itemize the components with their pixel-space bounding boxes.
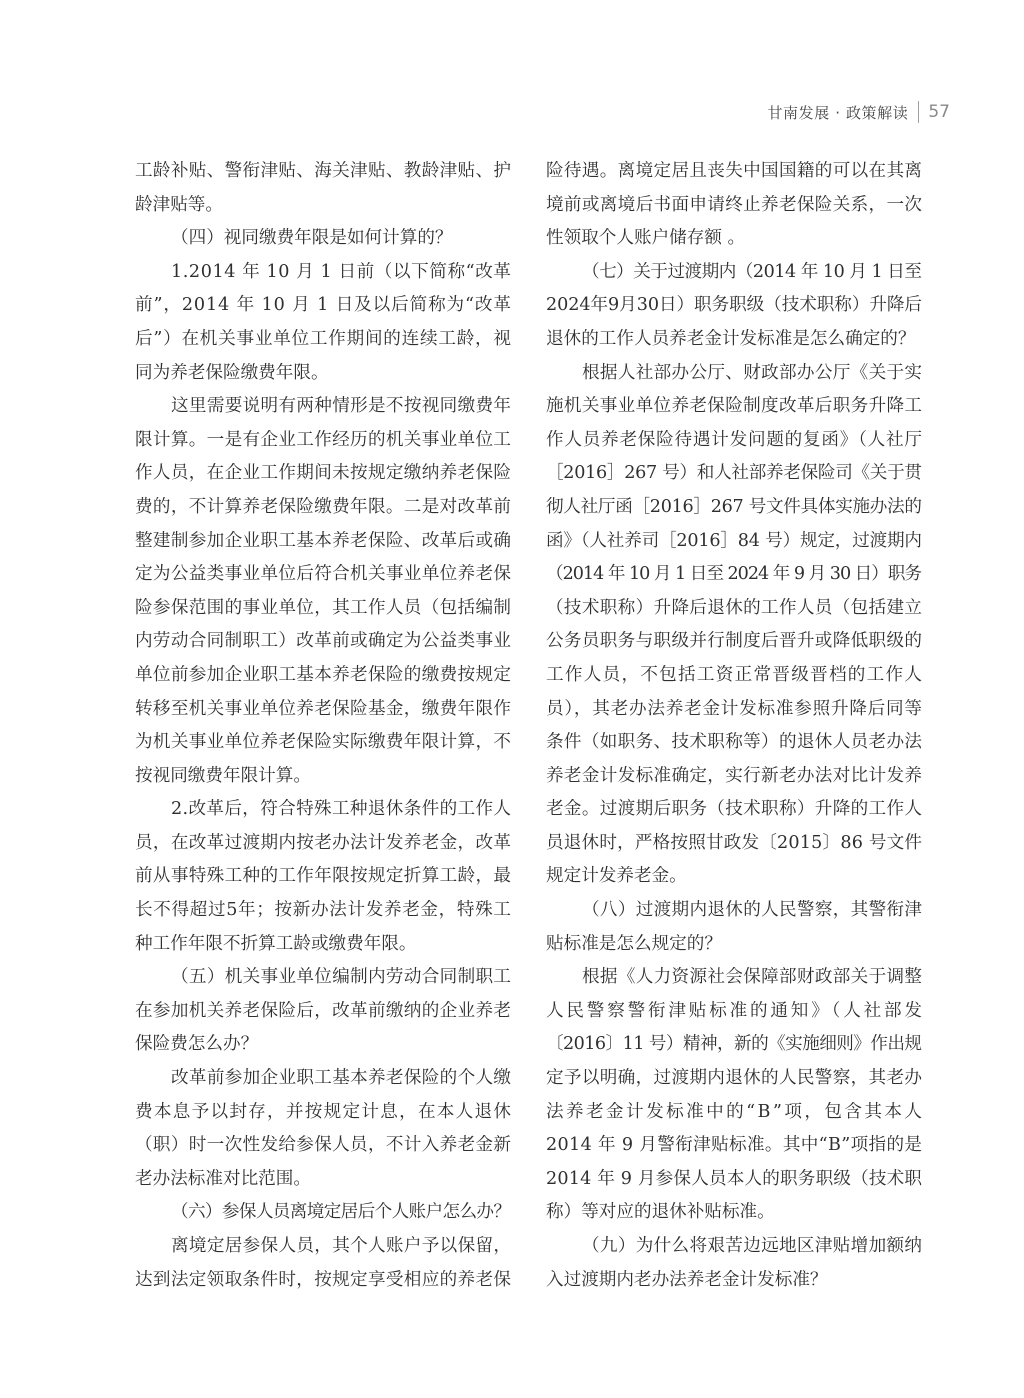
line-text: 工作人员，不包括工资正常晋级晋档的工作人 [546,664,924,685]
body-paragraph [546,357,922,895]
text-line [546,256,922,290]
line-text: （六）参保人员离境定居后个人账户怎么办？ [171,1202,511,1223]
line-text: 限计算。一是有企业工作经历的机关事业单位工 [135,429,512,450]
line-text: 定为公益类事业单位后符合机关事业单位养老保 [135,564,512,585]
text-line [135,928,511,962]
line-text: （七）关于过渡期内（2014 年 10 月 1 日至 [582,261,922,282]
line-text: 入过渡期内老办法养老金计发标准？ [546,1269,828,1290]
text-line [546,928,922,962]
line-text: 为机关事业单位养老保险实际缴费年限计算，不 [135,732,512,753]
text-line [546,491,922,525]
line-text: 根据人社部办公厅、财政部办公厅《关于实 [582,362,923,383]
section-title: 甘南发展 · 政策解读 [767,103,909,122]
line-text: 保险费怎么办？ [135,1034,259,1055]
line-text: 内劳动合同制职工）改革前或确定为公益类事业 [135,631,512,652]
text-line [135,155,511,189]
text-line [546,1096,925,1130]
section-question [135,222,511,256]
text-line [546,525,922,559]
text-line [135,1096,511,1130]
section-question [135,961,511,1062]
line-text: 退休的工作人员养老金计发标准是怎么确定的？ [546,328,916,349]
section-question [135,1196,511,1230]
left-column [135,155,511,1297]
line-text: ［2016］267 号）和人社部养老保险司《关于贯 [546,463,922,484]
text-line [546,390,922,424]
line-text: 条件（如职务、技术职称等）的退休人员老办法 [546,732,923,753]
line-text: 贴标准是怎么规定的？ [546,933,722,954]
line-text: 同为养老保险缴费年限。 [135,362,329,383]
line-text: 公务员职务与职级并行制度后晋升或降低职级的 [546,631,923,652]
text-line [546,222,922,256]
line-text: 前从事特殊工种的工作年限按规定折算工龄，最 [135,866,512,887]
line-text: （九）为什么将艰苦边远地区津贴增加额纳 [582,1236,923,1256]
header-divider [918,101,919,123]
line-text: 作人员养老保险待遇计发问题的复函》（人社厅 [546,429,923,450]
text-line [546,1129,922,1163]
page-number: 57 [928,102,950,122]
line-text: 根据《人力资源社会保障部财政部关于调整 [582,967,923,988]
line-text: 定予以明确，过渡期内退休的人民警察，其老办 [546,1068,923,1089]
line-text: 转移至机关事业单位养老保险基金，缴费年限作 [135,698,512,719]
line-text: 龄津贴等。 [135,194,223,215]
text-line [135,1264,511,1298]
line-text: 离境定居参保人员，其个人账户予以保留， [171,1236,512,1256]
line-text: 2014 年 9 月参保人员本人的职务职级（技术职 [546,1168,923,1189]
text-line [546,894,922,928]
body-paragraph [135,1062,511,1196]
running-header [767,100,950,124]
text-line [546,1028,922,1062]
text-line [546,760,922,794]
line-text: 老金。过渡期后职务（技术职称）升降的工作人 [546,799,923,820]
text-line [546,189,922,223]
continued-paragraph [546,155,922,256]
right-column [546,155,925,1297]
text-line [546,1264,922,1298]
text-line [135,256,511,290]
text-line [135,357,511,391]
text-line [546,323,922,357]
text-line [135,625,511,659]
text-line [135,894,511,928]
body-paragraph [135,390,511,793]
text-line [546,995,925,1029]
line-text: 费本息予以封存，并按规定计息，在本人退休 [135,1101,513,1122]
text-line [135,1028,511,1062]
section-question [546,1230,922,1297]
line-text: 法养老金计发标准中的“B”项，包含其本人 [546,1101,925,1122]
text-line [135,558,511,592]
line-text: 养老金计发标准确定，实行新老办法对比计发养 [546,765,923,786]
line-text: 长不得超过5年；按新办法计发养老金，特殊工 [135,900,512,921]
body-paragraph [135,1230,511,1297]
text-line [135,289,511,323]
text-line [546,558,922,592]
text-line [135,726,511,760]
line-text: 〔2016〕11 号）精神，新的《实施细则》作出规 [546,1034,922,1055]
text-line [135,1196,511,1230]
text-line [135,1062,511,1096]
line-text: 2.改革后，符合特殊工种退休条件的工作人 [171,799,512,820]
line-text: 称）等对应的退休补贴标准。 [546,1202,775,1223]
text-line [135,659,511,693]
section-question [546,256,922,357]
line-text: 达到法定领取条件时，按规定享受相应的养老保 [135,1269,512,1290]
text-line [135,693,511,727]
text-line [135,390,511,424]
text-line [135,424,511,458]
text-line [546,726,922,760]
text-line [546,457,922,491]
text-line [135,760,511,794]
text-line [546,961,922,995]
text-line [135,1230,511,1264]
text-line [135,323,511,357]
text-line [546,289,922,323]
text-line [546,357,922,391]
line-text: 前”，2014 年 10 月 1 日及以后简称为“改革 [135,295,512,316]
text-line [135,592,511,626]
text-line [135,793,511,827]
line-text: 规定计发养老金。 [546,866,687,887]
line-text: 员退休时，严格按照甘政发〔2015〕86 号文件 [546,832,923,853]
continued-paragraph [135,155,511,222]
line-text: 在参加机关养老保险后，改革前缴纳的企业养老 [135,1000,512,1021]
text-line [546,625,922,659]
text-line [546,659,922,693]
line-text: （2014 年 10 月 1 日至 2024 年 9 月 30 日）职务 [546,564,921,585]
line-text: 性领取个人账户储存额 。 [546,228,746,249]
line-text: 人民警察警衔津贴标准的通知》（人社部发 [546,1000,925,1021]
line-text: 境前或离境后书面申请终止养老保险关系，一次 [546,194,923,215]
line-text: 险参保范围的事业单位，其工作人员（包括编制 [135,597,512,618]
line-text: （五）机关事业单位编制内劳动合同制职工 [171,967,512,988]
line-text: 函》（人社养司［2016］84 号）规定，过渡期内 [546,530,922,551]
text-line [135,961,511,995]
line-text: （八）过渡期内退休的人民警察，其警衔津 [582,900,923,921]
line-text: 2014 年 9 月警衔津贴标准。其中“B”项指的是 [546,1135,923,1156]
text-line [135,860,511,894]
line-text: 险待遇。离境定居且丧失中国国籍的可以在其离 [546,161,923,181]
line-text: 彻人社厅函［2016］267 号文件具体实施办法的 [546,496,922,517]
line-text: 2024年9月30日）职务职级（技术职称）升降后 [546,295,922,316]
line-text: 工龄补贴、警衔津贴、海关津贴、教龄津贴、护 [135,161,512,181]
text-line [135,222,511,256]
text-line [546,424,922,458]
line-text: 施机关事业单位养老保险制度改革后职务升降工 [546,396,923,417]
text-line [135,1163,511,1197]
body-paragraph [135,256,511,390]
line-text: 种工作年限不折算工龄或缴费年限。 [135,933,417,954]
line-text: 员），其老办法养老金计发标准参照升降后同等 [546,698,923,719]
text-line [135,1129,511,1163]
line-text: 老办法标准对比范围。 [135,1168,311,1189]
text-line [135,995,511,1029]
line-text: 单位前参加企业职工基本养老保险的缴费按规定 [135,664,512,685]
text-line [135,189,511,223]
line-text: 这里需要说明有两种情形是不按视同缴费年 [171,396,512,417]
line-text: 整建制参加企业职工基本养老保险、改革后或确 [135,530,512,551]
text-line [546,155,922,189]
text-line [546,827,922,861]
line-text: （职）时一次性发给参保人员，不计入养老金新 [135,1135,512,1156]
text-line [546,1062,922,1096]
text-line [135,457,511,491]
text-line [546,1196,922,1230]
text-line [546,592,922,626]
text-line [546,860,922,894]
text-line [546,1230,922,1264]
text-line [135,525,511,559]
section-question [546,894,922,961]
line-text: 1.2014 年 10 月 1 日前（以下简称“改革 [171,261,512,282]
line-text: 后”）在机关事业单位工作期间的连续工龄，视 [135,328,512,349]
line-text: （技术职称）升降后退休的工作人员（包括建立 [546,597,923,618]
text-line [135,491,511,525]
body-paragraph [546,961,925,1230]
line-text: 费的，不计算养老保险缴费年限。二是对改革前 [135,496,512,517]
text-line [135,827,511,861]
line-text: （四）视同缴费年限是如何计算的？ [171,228,453,249]
line-text: 员，在改革过渡期内按老办法计发养老金，改革 [135,832,512,853]
line-text: 作人员，在企业工作期间未按规定缴纳养老保险 [135,463,512,484]
text-line [546,693,922,727]
text-line [546,793,922,827]
body-paragraph [135,793,511,961]
text-line [546,1163,922,1197]
line-text: 按视同缴费年限计算。 [135,765,311,786]
line-text: 改革前参加企业职工基本养老保险的个人缴 [171,1068,512,1089]
